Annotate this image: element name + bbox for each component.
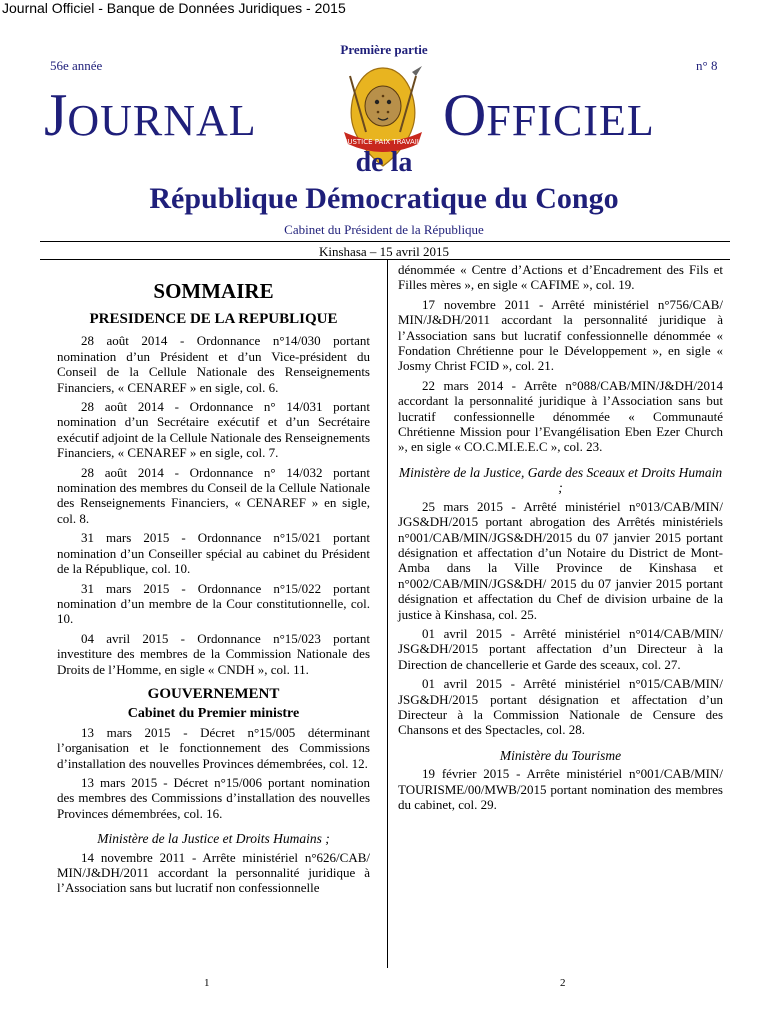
- list-item: 01 avril 2015 - Arrêté ministériel n°014/CAB/MIN/ JSG&DH/2015 portant affectation d’un Directeur à la Direction de chancellerie et Garde des sceaux, col. 27.: [398, 625, 723, 672]
- sommaire-heading: SOMMAIRE: [153, 279, 274, 303]
- list-item: 01 avril 2015 - Arrêté ministériel n°015/CAB/MIN/ JSG&DH/2015 portant désignation et affectation d’un Directeur à la Commission Nationale de Censure des Chansons et des Spectacles, col. 28.: [398, 676, 723, 738]
- rule-bottom: [40, 259, 730, 260]
- page-number-right: 2: [560, 977, 566, 989]
- journal-cap: J: [44, 82, 68, 148]
- list-item: 22 mars 2014 - Arrête n°088/CAB/MIN/J&DH/2014 accordant la personnalité juridique à l’Association sans but lucratif confessionnelle dénommée « Communauté Chrétienne Mission pour l’Evangélisation Eben Ezer Church », en sigle « CO.C.MI.E.E.C », col. 23.: [398, 377, 723, 455]
- emblem-motto: JUSTICE PAIX TRAVAIL: [345, 138, 421, 146]
- officiel-cap: O: [443, 82, 487, 148]
- page-number-left: 1: [204, 977, 210, 989]
- list-item: 25 mars 2015 - Arrêté ministériel n°013/CAB/MIN/ JGS&DH/2015 portant abrogation des Arrêtés ministériels n°001/CAB/MIN/JGS&DH/2015 du 07 janvier 2015 portant désignation et affectation d’un Notaire du District de Mont-Amba dans la Ville Province de Kinshasa et n°002/CAB/MIN/JGS&DH/ 2015 du 07 janvier 2015 portant désignation et affectation du Chef de division urbaine de la justice à Kinshasa, col. 25.: [398, 498, 723, 622]
- continuation-text: dénommée « Centre d’Actions et d’Encadrement des Fils et Filles mères », en sigle « CAFIME », col. 19.: [398, 262, 723, 293]
- page-title: Journal Officiel - Banque de Données Juridiques - 2015: [2, 0, 346, 16]
- list-item: 31 mars 2015 - Ordonnance n°15/022 portant nomination d’un membre de la Cour constitutionnelle, col. 10.: [57, 580, 370, 627]
- min-justice-gs-heading: Ministère de la Justice, Garde des Sceaux et Droits Humain ;: [398, 464, 723, 496]
- list-item: 28 août 2014 - Ordonnance n° 14/032 portant nomination des membres du Conseil de la Cellule Nationale des Renseignements Financiers, « CENAREF » en sigle, col. 8.: [57, 464, 370, 526]
- list-item: 13 mars 2015 - Décret n°15/006 portant nomination des membres des Commissions d’installation des nouvelles Provinces démembrées, col. 16.: [57, 774, 370, 821]
- left-column: [57, 262, 370, 900]
- min-justice-dh-heading: Ministère de la Justice et Droits Humains ;: [97, 831, 330, 847]
- cabinet-subtitle: Cabinet du Président de la République: [284, 222, 484, 237]
- column-divider: [387, 260, 388, 968]
- de-la: de la: [355, 147, 413, 178]
- list-item: 14 novembre 2011 - Arrête ministériel n°626/CAB/ MIN/J&DH/2011 accordant la personnalité juridique à l’Association sans but lucratif non confessionnelle: [57, 849, 370, 896]
- list-item: 31 mars 2015 - Ordonnance n°15/021 portant nomination d’un Conseiller spécial au cabinet du Président de la République, col. 10.: [57, 530, 370, 577]
- list-item: 28 août 2014 - Ordonnance n° 14/031 portant nomination d’un Secrétaire exécutif et d’un Secrétaire exécutif adjoint de la Cellule Nationale des Renseignements Financiers, « CENAREF » en sigle, col. 7.: [57, 399, 370, 461]
- officiel-rest: FFICIEL: [486, 96, 655, 145]
- list-item: 17 novembre 2011 - Arrêté ministériel n°756/CAB/ MIN/J&DH/2011 accordant la personnalité juridique à l’Association sans but lucratif confessionnelle dénommée « Fondation Chrétienne pour le Développement », en sigle « Josmy Christ FCID », col. 21.: [398, 296, 723, 374]
- min-tourisme-heading: Ministère du Tourisme: [499, 747, 622, 763]
- premiere-partie: Première partie: [340, 42, 428, 57]
- rule-top: [40, 241, 730, 242]
- issue-year: 56e année: [50, 58, 103, 73]
- journal-rest: OURNAL: [67, 96, 257, 145]
- gouvernement-heading: GOUVERNEMENT: [147, 685, 280, 702]
- list-item: 19 février 2015 - Arrête ministériel n°001/CAB/MIN/ TOURISME/00/MWB/2015 portant nomination des membres du cabinet, col. 29.: [398, 766, 723, 812]
- journal-title-right: [443, 80, 655, 156]
- issue-number: n° 8: [696, 58, 718, 73]
- list-item: 13 mars 2015 - Décret n°15/005 déterminant l’organisation et le fonctionnement des Commissions d’installation des nouvelles Provinces démembrées, col. 12.: [57, 724, 370, 771]
- list-item: 04 avril 2015 - Ordonnance n°15/023 portant investiture des membres de la Commission Nationale des Droits de l’Homme, en sigle « CNDH », col. 11.: [57, 630, 370, 677]
- right-column: [398, 262, 723, 816]
- cabinet-pm-heading: Cabinet du Premier ministre: [127, 706, 300, 722]
- journal-title-left: [44, 80, 257, 156]
- list-item: 28 août 2014 - Ordonnance n°14/030 portant nomination d’un Président et d’un Vice-président du Conseil de la Cellule Nationale des Renseignements Financiers, « CENAREF » en sigle, col. 6.: [57, 333, 370, 395]
- lieu-date: Kinshasa – 15 avril 2015: [319, 244, 449, 259]
- presidence-heading: PRESIDENCE DE LA REPUBLIQUE: [89, 311, 338, 327]
- republique-title: République Démocratique du Congo: [149, 182, 619, 215]
